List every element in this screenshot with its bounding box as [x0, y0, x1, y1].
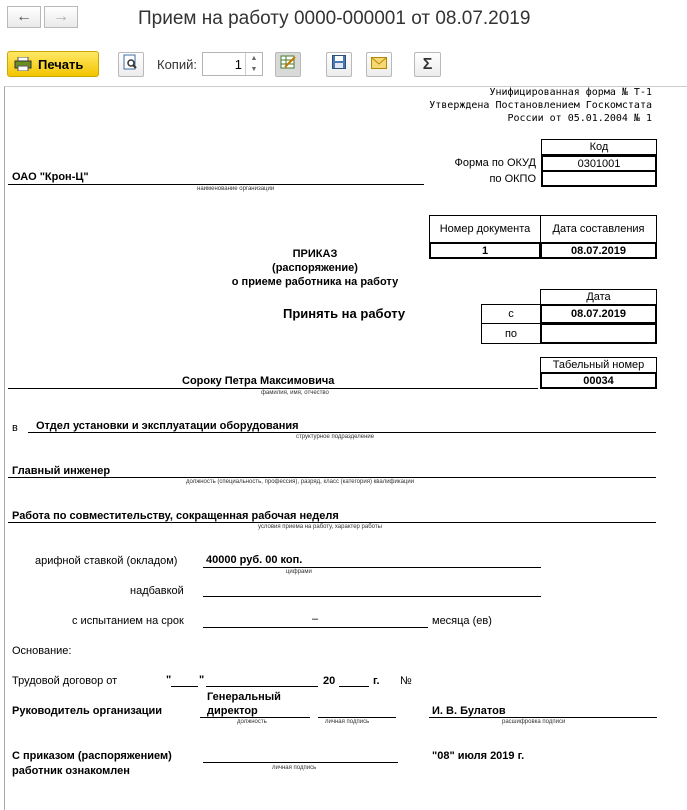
copies-value: 1: [234, 57, 242, 72]
contract-month-line: [206, 686, 318, 687]
order-purpose: о приеме работника на работу: [231, 276, 399, 288]
sum-button[interactable]: [414, 52, 441, 77]
contract-year-line: [339, 686, 369, 687]
from-date: 08.07.2019: [540, 304, 657, 324]
employee-name-line: [8, 388, 538, 389]
okud-value: 0301001: [541, 155, 657, 172]
window-title: Прием на работу 0000-000001 от 08.07.2019: [138, 8, 531, 29]
magnifier-page-icon: [123, 54, 139, 75]
back-button[interactable]: [7, 6, 41, 28]
organization-line: [8, 184, 424, 185]
okpo-label: по ОКПО: [489, 173, 536, 185]
head-name: И. В. Булатов: [432, 705, 506, 717]
contract-number-sign: №: [400, 675, 412, 687]
arrow-right-icon: →: [53, 8, 69, 25]
department-name: Отдел установки и эксплуатации оборудования: [36, 420, 299, 432]
employee-name-caption: фамилия, имя, отчество: [261, 390, 329, 396]
doc-number-value: 1: [429, 242, 541, 259]
contract-quote-open: ": [166, 674, 172, 686]
spin-up-icon[interactable]: ▲: [250, 55, 258, 62]
probation-dash: –: [312, 613, 319, 625]
from-label: с: [481, 304, 541, 324]
conditions-caption: условия приема на работу, характер работы: [258, 524, 382, 530]
basis-label: Основание:: [12, 645, 72, 657]
head-name-line: [429, 717, 657, 718]
bonus-line: [203, 596, 541, 597]
code-header: Код: [541, 139, 657, 155]
sigma-icon: Σ: [422, 55, 433, 73]
contract-label: Трудовой договор от: [12, 675, 118, 687]
table-edit-icon: [280, 54, 296, 75]
spin-down-icon[interactable]: ▼: [250, 66, 258, 73]
head-signature-line: [318, 717, 396, 718]
contract-quote-close: ": [199, 674, 205, 686]
copies-spin-control[interactable]: [245, 53, 262, 75]
head-name-caption: расшифровка подписи: [502, 719, 566, 725]
employee-name: Сороку Петра Максимовича: [182, 375, 335, 387]
envelope-icon: [371, 56, 387, 74]
doc-number-header: Номер документа: [429, 215, 541, 243]
tab-number-header: Табельный номер: [540, 357, 657, 373]
arrow-left-icon: ←: [16, 8, 32, 25]
forward-button[interactable]: [44, 6, 78, 28]
print-button-label: Печать: [38, 56, 84, 72]
head-signature-caption: личная подпись: [325, 719, 370, 725]
head-position-line1: Генеральный: [207, 691, 281, 703]
contract-day-line: [171, 686, 198, 687]
department-caption: структурное подразделение: [296, 434, 375, 440]
department-line: [28, 432, 656, 433]
save-button[interactable]: [326, 52, 352, 77]
to-date: [540, 323, 657, 344]
email-button[interactable]: [366, 52, 392, 77]
bonus-label: надбавкой: [130, 585, 184, 597]
employment-conditions: Работа по совместительству, сокращенная рабочая неделя: [12, 510, 339, 522]
tab-number-value: 00034: [540, 372, 657, 389]
to-label: по: [481, 323, 541, 344]
doc-date-header: Дата составления: [540, 215, 657, 243]
order-subtitle: (распоряжение): [272, 262, 358, 274]
acknowledgement-line2: работник ознакомлен: [12, 765, 130, 777]
order-title: ПРИКАЗ: [292, 248, 338, 260]
okpo-value: [541, 170, 657, 187]
head-label: Руководитель организации: [12, 705, 163, 717]
conditions-line: [8, 522, 656, 523]
acknowledgement-date: "08" июля 2019 г.: [432, 750, 525, 762]
probation-line: [203, 627, 428, 628]
doc-date-value: 08.07.2019: [540, 242, 657, 259]
acknowledgement-line1: С приказом (распоряжением): [12, 750, 172, 762]
head-position-line2: директор: [207, 705, 258, 717]
employee-signature-caption: личная подпись: [272, 765, 317, 771]
form-line-3: России от 05.01.2004 № 1: [507, 113, 652, 124]
contract-year-suffix: г.: [373, 675, 380, 687]
contract-year-prefix: 20: [323, 675, 336, 687]
rate-value: 40000 руб. 00 коп.: [206, 554, 303, 566]
print-button[interactable]: [7, 51, 99, 77]
months-label: месяца (ев): [432, 615, 492, 627]
okud-label: Форма по ОКУД: [454, 157, 536, 169]
form-line-1: Унифицированная форма № Т-1: [489, 87, 652, 98]
copies-label: Копий:: [157, 57, 197, 72]
department-prefix: в: [12, 422, 18, 434]
floppy-disk-icon: [332, 55, 346, 74]
hire-text: Принять на работу: [283, 306, 406, 321]
position-caption: должность (специальность, профессия), разряд, класс (категория) квалификации: [186, 479, 415, 485]
head-position-caption: должность: [237, 719, 267, 725]
date-column-header: Дата: [540, 289, 657, 305]
employee-signature-line: [203, 762, 398, 763]
head-position-line: [200, 717, 310, 718]
form-line-2: Утверждена Постановлением Госкомстата: [429, 100, 652, 111]
printer-icon: [14, 57, 32, 71]
preview-button[interactable]: [118, 52, 144, 77]
position-line: [8, 477, 656, 478]
rate-caption: цифрами: [286, 569, 312, 575]
document-area: [4, 86, 687, 810]
rate-line: [203, 567, 541, 568]
edit-mode-button[interactable]: [275, 52, 301, 77]
organization-caption: наименование организации: [197, 186, 275, 192]
probation-label: с испытанием на срок: [72, 615, 184, 627]
organization-name: ОАО "Крон-Ц": [12, 171, 89, 183]
rate-label: арифной ставкой (окладом): [35, 555, 178, 567]
position-name: Главный инженер: [12, 465, 111, 477]
copies-stepper[interactable]: [202, 52, 263, 76]
